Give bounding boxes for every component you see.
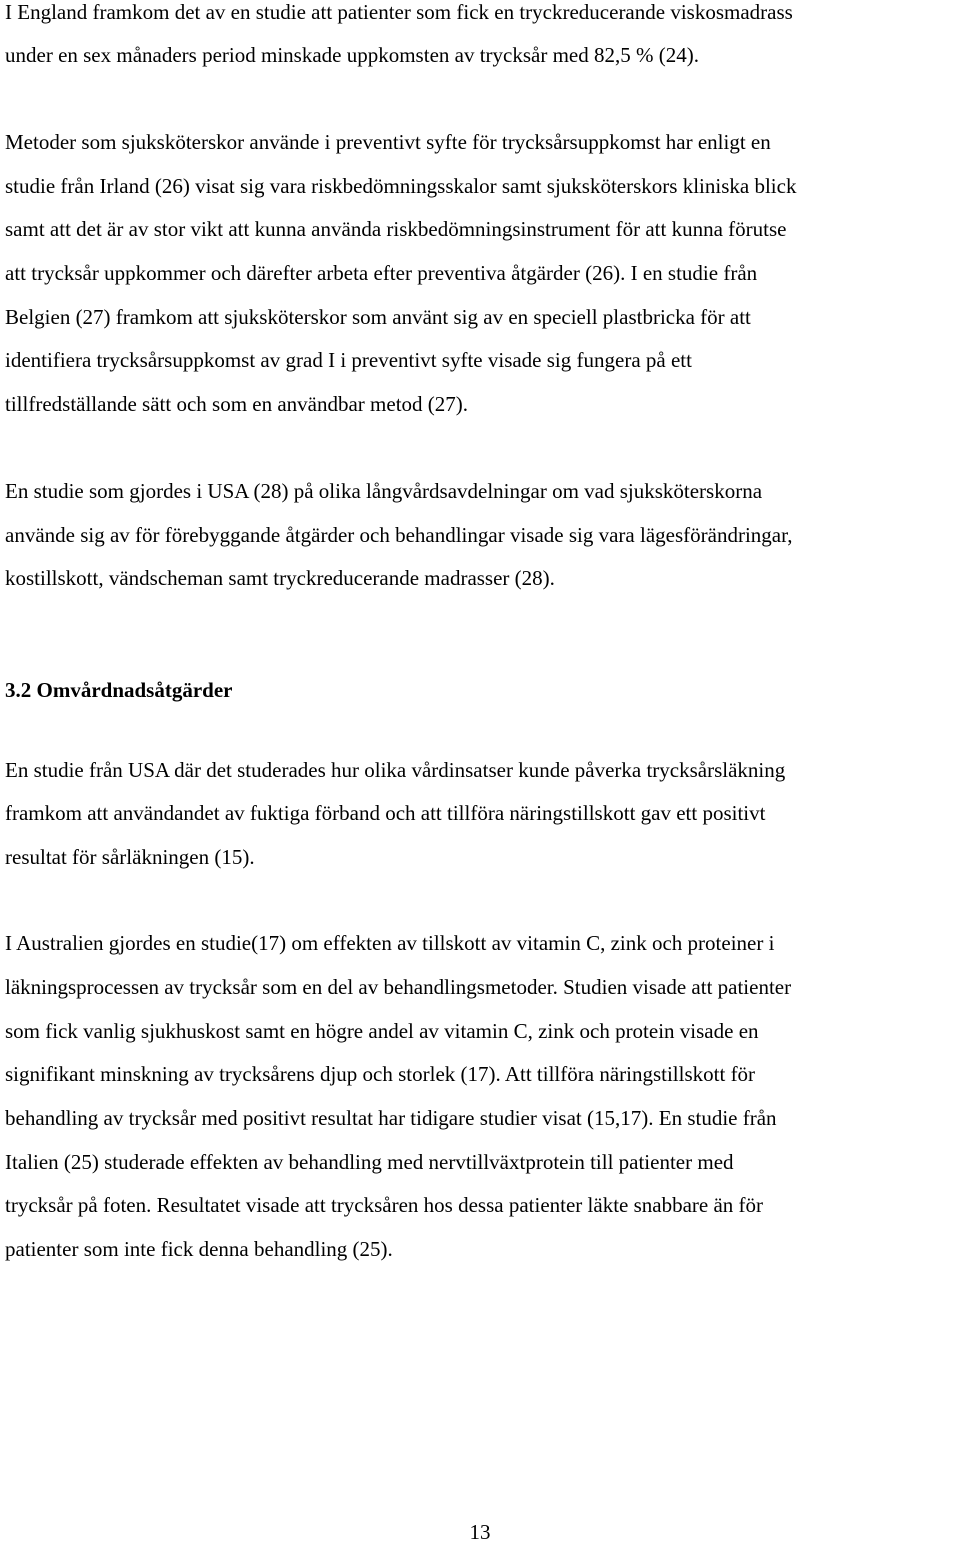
paragraph-4-line-2: framkom att användandet av fuktiga förband och att tillföra näringstillskott gav ett positivt: [5, 801, 766, 825]
paragraph-2-line-4: att trycksår uppkommer och därefter arbeta efter preventiva åtgärder (26). I en studie från: [5, 261, 758, 285]
paragraph-2-line-3: samt att det är av stor vikt att kunna använda riskbedömningsinstrument för att kunna förutse: [5, 217, 787, 241]
paragraph-4-line-1: En studie från USA där det studerades hur olika vårdinsatser kunde påverka trycksårsläkning: [5, 758, 786, 782]
paragraph-2-line-1: Metoder som sjuksköterskor använde i preventivt syfte för trycksårsuppkomst har enligt en: [5, 130, 771, 154]
paragraph-5-line-4: signifikant minskning av trycksårens djup och storlek (17). Att tillföra näringstillskott för: [5, 1062, 756, 1086]
page-number: 13: [469, 1520, 491, 1544]
paragraph-5-line-6: Italien (25) studerade effekten av behandling med nervtillväxtprotein till patienter med: [5, 1150, 734, 1174]
paragraph-3-line-1: En studie som gjordes i USA (28) på olika långvårdsavdelningar om vad sjuksköterskorna: [5, 479, 763, 503]
paragraph-5-line-5: behandling av trycksår med positivt resultat har tidigare studier visat (15,17). En studie från: [5, 1106, 777, 1130]
paragraph-4-line-3: resultat för sårläkningen (15).: [5, 845, 255, 869]
paragraph-2-line-6: identifiera trycksårsuppkomst av grad I i preventivt syfte visade sig fungera på ett: [5, 348, 692, 372]
paragraph-2-line-5: Belgien (27) framkom att sjuksköterskor som använt sig av en speciell plastbricka för att: [5, 305, 751, 329]
paragraph-5-line-2: läkningsprocessen av trycksår som en del av behandlingsmetoder. Studien visade att patienter: [5, 975, 792, 999]
paragraph-2-line-2: studie från Irland (26) visat sig vara riskbedömningsskalor samt sjuksköterskors kliniska blick: [5, 174, 797, 198]
paragraph-1-line-2: under en sex månaders period minskade uppkomsten av trycksår med 82,5 % (24).: [5, 43, 699, 67]
paragraph-1-line-1: I England framkom det av en studie att patienter som fick en tryckreducerande viskosmadrass: [5, 0, 793, 24]
paragraph-5-line-3: som fick vanlig sjukhuskost samt en högre andel av vitamin C, zink och protein visade en: [5, 1019, 759, 1043]
paragraph-5-line-8: patienter som inte fick denna behandling (25).: [5, 1237, 393, 1261]
paragraph-3-line-3: kostillskott, vändscheman samt tryckreducerande madrasser (28).: [5, 566, 555, 590]
paragraph-2-line-7: tillfredställande sätt och som en användbar metod (27).: [5, 392, 469, 416]
paragraph-5-line-7: trycksår på foten. Resultatet visade att trycksåren hos dessa patienter läkte snabbare än för: [5, 1193, 764, 1217]
paragraph-5-line-1: I Australien gjordes en studie(17) om effekten av tillskott av vitamin C, zink och proteiner i: [5, 931, 775, 955]
paragraph-3-line-2: använde sig av för förebyggande åtgärder och behandlingar visade sig vara lägesförändringar,: [5, 523, 793, 547]
section-heading: 3.2 Omvårdnadsåtgärder: [5, 678, 233, 702]
